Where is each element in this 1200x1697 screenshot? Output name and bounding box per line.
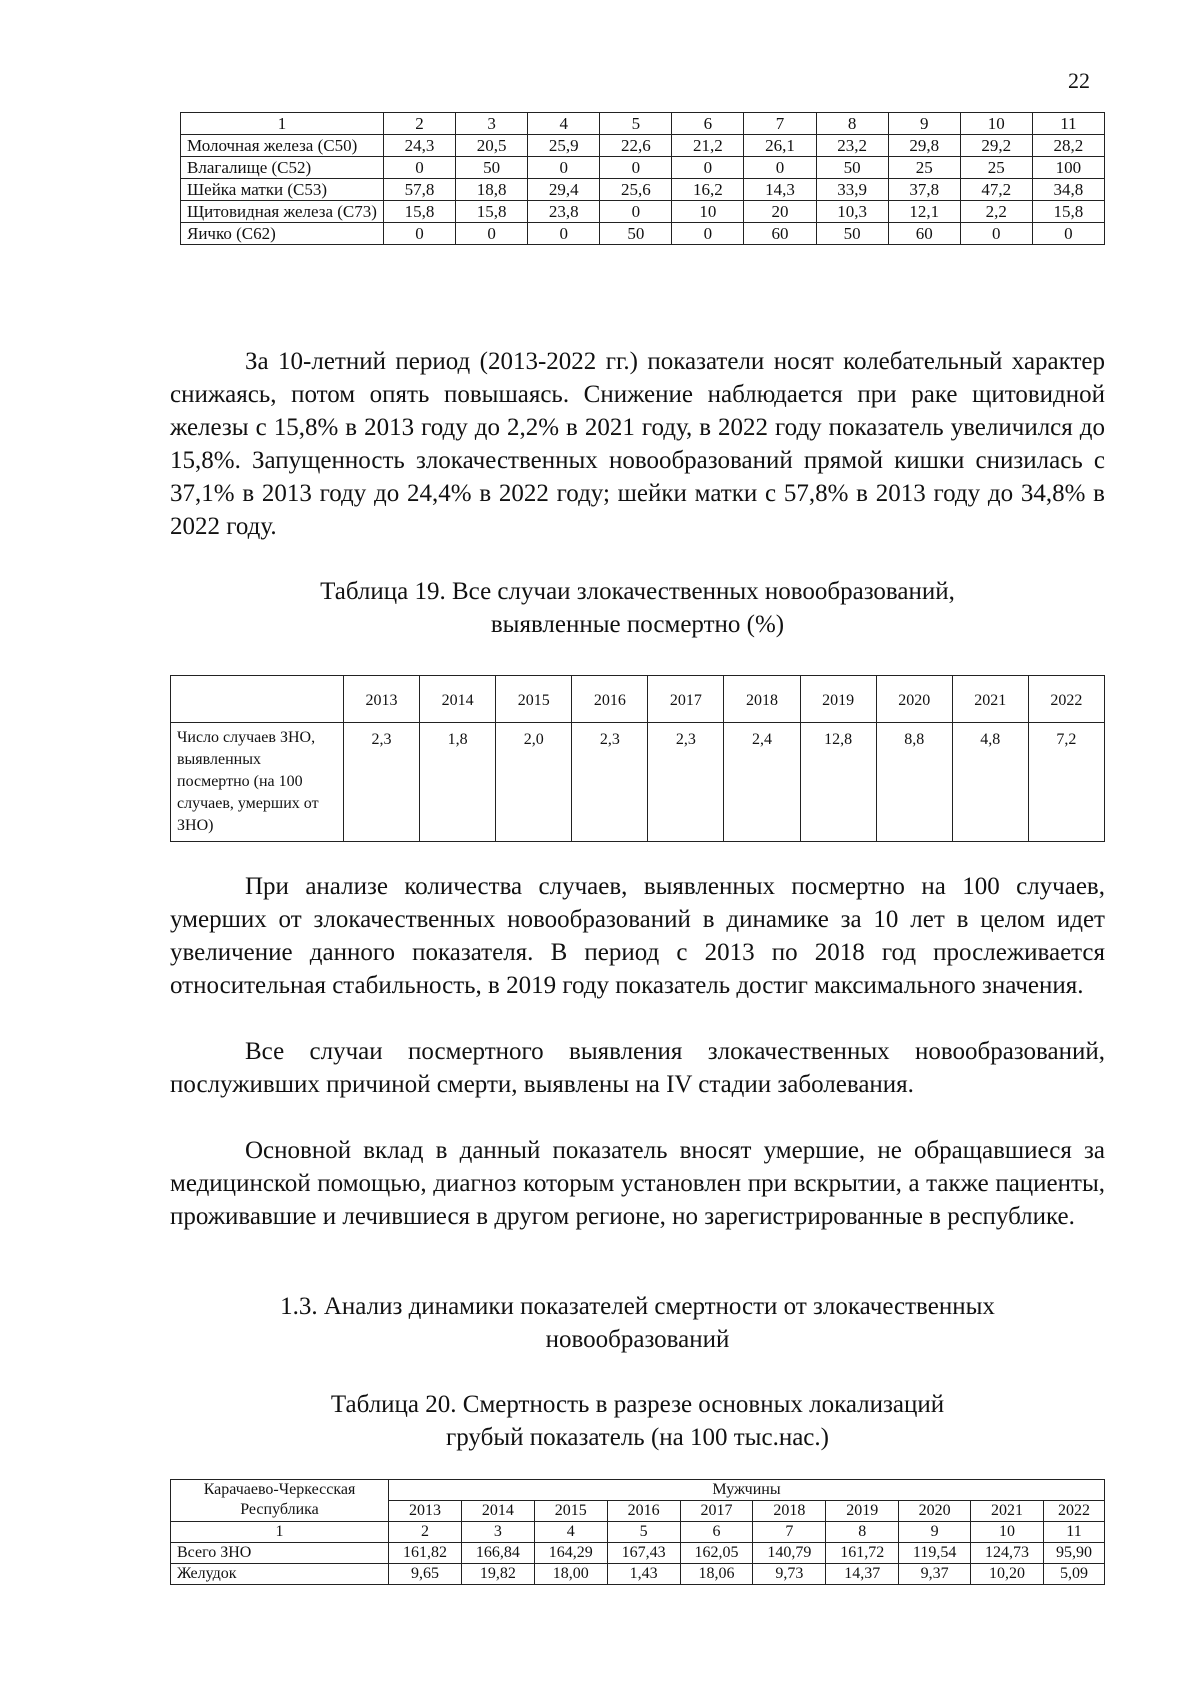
table-row <box>181 135 1105 157</box>
table-cell: 12,1 <box>888 201 960 223</box>
table-cell: 60 <box>744 223 816 245</box>
table-cell: 0 <box>456 223 528 245</box>
table19-caption <box>170 575 1105 641</box>
table-cell: 0 <box>528 223 600 245</box>
table-row <box>171 1564 1105 1585</box>
table-cell: 33,9 <box>816 179 888 201</box>
table-cell: 1,43 <box>607 1564 680 1585</box>
table-header-cell: 10 <box>960 113 1032 135</box>
table-cell: 2,3 <box>344 723 420 842</box>
table-cell: 95,90 <box>1043 1543 1104 1564</box>
row-label: Яичко (С62) <box>181 223 384 245</box>
table-row <box>181 223 1105 245</box>
table-cell: 2,3 <box>572 723 648 842</box>
table-header-cell: 7 <box>744 113 816 135</box>
table-cell: 167,43 <box>607 1543 680 1564</box>
table-header-cell: 3 <box>456 113 528 135</box>
column-number: 8 <box>826 1522 899 1543</box>
year-header: 2019 <box>800 676 876 723</box>
column-number: 4 <box>534 1522 607 1543</box>
table-row <box>171 723 1105 842</box>
table-cell: 100 <box>1032 157 1104 179</box>
column-number: 2 <box>389 1522 462 1543</box>
table-cell: 12,8 <box>800 723 876 842</box>
table-cell: 50 <box>816 157 888 179</box>
table-cell: 16,2 <box>672 179 744 201</box>
year-header: 2017 <box>680 1501 753 1522</box>
table-cell: 29,4 <box>528 179 600 201</box>
table-cell: 28,2 <box>1032 135 1104 157</box>
table-cell: 5,09 <box>1043 1564 1104 1585</box>
table-cell: 161,82 <box>389 1543 462 1564</box>
table-cell: 15,8 <box>1032 201 1104 223</box>
row-label: Число случаев ЗНО, выявленных посмертно (на 100 случаев, умерших от ЗНО) <box>171 723 344 842</box>
table19-header-row <box>171 676 1105 723</box>
table-cell: 24,3 <box>384 135 456 157</box>
table-header-cell: 8 <box>816 113 888 135</box>
table-cell: 15,8 <box>384 201 456 223</box>
year-header: 2018 <box>724 676 800 723</box>
table19-caption-line2: выявленные посмертно (%) <box>490 611 785 638</box>
table-cell: 2,3 <box>648 723 724 842</box>
row-label: Щитовидная железа (С73) <box>181 201 384 223</box>
table-cell: 60 <box>888 223 960 245</box>
year-header: 2013 <box>344 676 420 723</box>
table-cell: 0 <box>1032 223 1104 245</box>
table-cell: 50 <box>816 223 888 245</box>
table-cell: 0 <box>600 157 672 179</box>
table-header-cell: 6 <box>672 113 744 135</box>
table-cell: 0 <box>600 201 672 223</box>
section-heading-line2: новообразований <box>545 1326 730 1353</box>
table20-group-row <box>171 1480 1105 1501</box>
year-header: 2020 <box>899 1501 971 1522</box>
table20 <box>170 1479 1105 1585</box>
paragraph-analysis: При анализе количества случаев, выявленных посмертно на 100 случаев, умерших от злокачественных новообразований в динамике за 10 лет в целом идет увеличение данного показателя. В период с 2013 по 2018 год прослеживается относительная стабильность, в 2019 году показатель достиг максимального значения. <box>170 873 1105 999</box>
section-heading <box>170 1290 1105 1356</box>
table-cell: 37,8 <box>888 179 960 201</box>
table-cell: 0 <box>960 223 1032 245</box>
table-cell: 0 <box>744 157 816 179</box>
row-label: Шейка матки (С53) <box>181 179 384 201</box>
table20-caption <box>170 1388 1105 1454</box>
table-row <box>181 201 1105 223</box>
year-header: 2022 <box>1028 676 1104 723</box>
table-cell: 26,1 <box>744 135 816 157</box>
year-header: 2015 <box>534 1501 607 1522</box>
table-cell: 0 <box>672 223 744 245</box>
table-cell: 9,65 <box>389 1564 462 1585</box>
table-cell: 166,84 <box>461 1543 534 1564</box>
table-cell: 20 <box>744 201 816 223</box>
table-header-cell: 9 <box>888 113 960 135</box>
table-row <box>181 179 1105 201</box>
column-number: 11 <box>1043 1522 1104 1543</box>
table-cell: 14,37 <box>826 1564 899 1585</box>
table-cell: 47,2 <box>960 179 1032 201</box>
table-cell: 23,2 <box>816 135 888 157</box>
table-cell: 10,3 <box>816 201 888 223</box>
table19-caption-line1: Таблица 19. Все случаи злокачественных новообразований, <box>320 578 955 605</box>
column-number: 1 <box>171 1522 389 1543</box>
table-header-cell: 2 <box>384 113 456 135</box>
year-header: 2018 <box>753 1501 826 1522</box>
table-cell: 18,06 <box>680 1564 753 1585</box>
table-cell: 10 <box>672 201 744 223</box>
table-cell: 29,2 <box>960 135 1032 157</box>
table-cell: 0 <box>672 157 744 179</box>
table-cell: 23,8 <box>528 201 600 223</box>
group-label: Мужчины <box>389 1480 1105 1501</box>
table-row <box>171 1543 1105 1564</box>
table-cell: 34,8 <box>1032 179 1104 201</box>
year-header: 2016 <box>572 676 648 723</box>
row-label: Молочная железа (С50) <box>181 135 384 157</box>
table-cell: 22,6 <box>600 135 672 157</box>
column-number: 7 <box>753 1522 826 1543</box>
table-cell: 9,37 <box>899 1564 971 1585</box>
table-cell: 19,82 <box>461 1564 534 1585</box>
table-cell: 140,79 <box>753 1543 826 1564</box>
column-number: 5 <box>607 1522 680 1543</box>
region-label: Карачаево-Черкесская Республика <box>171 1480 389 1522</box>
column-number: 3 <box>461 1522 534 1543</box>
table-cell: 124,73 <box>971 1543 1044 1564</box>
year-header: 2016 <box>607 1501 680 1522</box>
column-number: 10 <box>971 1522 1044 1543</box>
paragraph-stage: Все случаи посмертного выявления злокачественных новообразований, послуживших причиной смерти, выявлены на IV стадии заболевания. <box>170 1038 1105 1098</box>
table20-number-row <box>171 1522 1105 1543</box>
table-cell: 29,8 <box>888 135 960 157</box>
table-header-cell: 1 <box>181 113 384 135</box>
table-cell: 162,05 <box>680 1543 753 1564</box>
year-header: 2015 <box>496 676 572 723</box>
table-cell: 2,4 <box>724 723 800 842</box>
year-header: 2014 <box>461 1501 534 1522</box>
table20-caption-line1: Таблица 20. Смертность в разрезе основных локализаций <box>330 1391 945 1418</box>
year-header: 2017 <box>648 676 724 723</box>
year-header: 2021 <box>952 676 1028 723</box>
table-cell: 25,6 <box>600 179 672 201</box>
section-heading-line1: 1.3. Анализ динамики показателей смертности от злокачественных <box>280 1293 995 1320</box>
table-cell: 25,9 <box>528 135 600 157</box>
column-number: 6 <box>680 1522 753 1543</box>
column-number: 9 <box>899 1522 971 1543</box>
table-cell: 14,3 <box>744 179 816 201</box>
table-cell: 10,20 <box>971 1564 1044 1585</box>
year-header: 2022 <box>1043 1501 1104 1522</box>
table-cell: 18,8 <box>456 179 528 201</box>
table-cell: 161,72 <box>826 1543 899 1564</box>
table-cell: 4,8 <box>952 723 1028 842</box>
year-header: 2019 <box>826 1501 899 1522</box>
table19-corner-cell <box>171 676 344 723</box>
table-cell: 0 <box>384 223 456 245</box>
table-cell: 57,8 <box>384 179 456 201</box>
page-number: 22 <box>1068 68 1090 93</box>
table-cell: 18,00 <box>534 1564 607 1585</box>
table-cell: 8,8 <box>876 723 952 842</box>
row-label: Желудок <box>171 1564 389 1585</box>
table-header-row <box>181 113 1105 135</box>
table-cell: 50 <box>600 223 672 245</box>
table-cell: 0 <box>384 157 456 179</box>
year-header: 2021 <box>971 1501 1044 1522</box>
table-cell: 25 <box>960 157 1032 179</box>
table-row <box>181 157 1105 179</box>
row-label: Влагалище (С52) <box>181 157 384 179</box>
table-cell: 164,29 <box>534 1543 607 1564</box>
table20-caption-line2: грубый показатель (на 100 тыс.нас.) <box>446 1424 829 1451</box>
table-cell: 7,2 <box>1028 723 1104 842</box>
table-cell: 50 <box>456 157 528 179</box>
year-header: 2014 <box>420 676 496 723</box>
paragraph-trend: За 10-летний период (2013-2022 гг.) показатели носят колебательный характер снижаясь, потом опять повышаясь. Снижение наблюдается при раке щитовидной железы с 15,8% в 2013 году до 2,2% в 2021 году, в 2022 году показатель увеличился до 15,8%. Запущенность злокачественных новообразований прямой кишки снизилась с 37,1% в 2013 году до 24,4% в 2022 году; шейки матки с 57,8% в 2013 году до 34,8% в 2022 году. <box>170 348 1105 540</box>
table-cell: 21,2 <box>672 135 744 157</box>
table-cell: 0 <box>528 157 600 179</box>
table-cell: 2,0 <box>496 723 572 842</box>
table-header-cell: 4 <box>528 113 600 135</box>
table-cell: 1,8 <box>420 723 496 842</box>
table19 <box>170 675 1105 842</box>
table-cell: 9,73 <box>753 1564 826 1585</box>
table-cell: 20,5 <box>456 135 528 157</box>
year-header: 2020 <box>876 676 952 723</box>
table-cell: 2,2 <box>960 201 1032 223</box>
table-header-cell: 5 <box>600 113 672 135</box>
table-cell: 119,54 <box>899 1543 971 1564</box>
table-continuation <box>180 112 1105 245</box>
year-header: 2013 <box>389 1501 462 1522</box>
row-label: Всего ЗНО <box>171 1543 389 1564</box>
table-cell: 15,8 <box>456 201 528 223</box>
table-cell: 25 <box>888 157 960 179</box>
table-header-cell: 11 <box>1032 113 1104 135</box>
paragraph-contribution: Основной вклад в данный показатель вносят умершие, не обращавшиеся за медицинской помощью, диагноз которым установлен при вскрытии, а также пациенты, проживавшие и лечившиеся в другом регионе, но зарегистрированные в республике. <box>170 1137 1105 1230</box>
